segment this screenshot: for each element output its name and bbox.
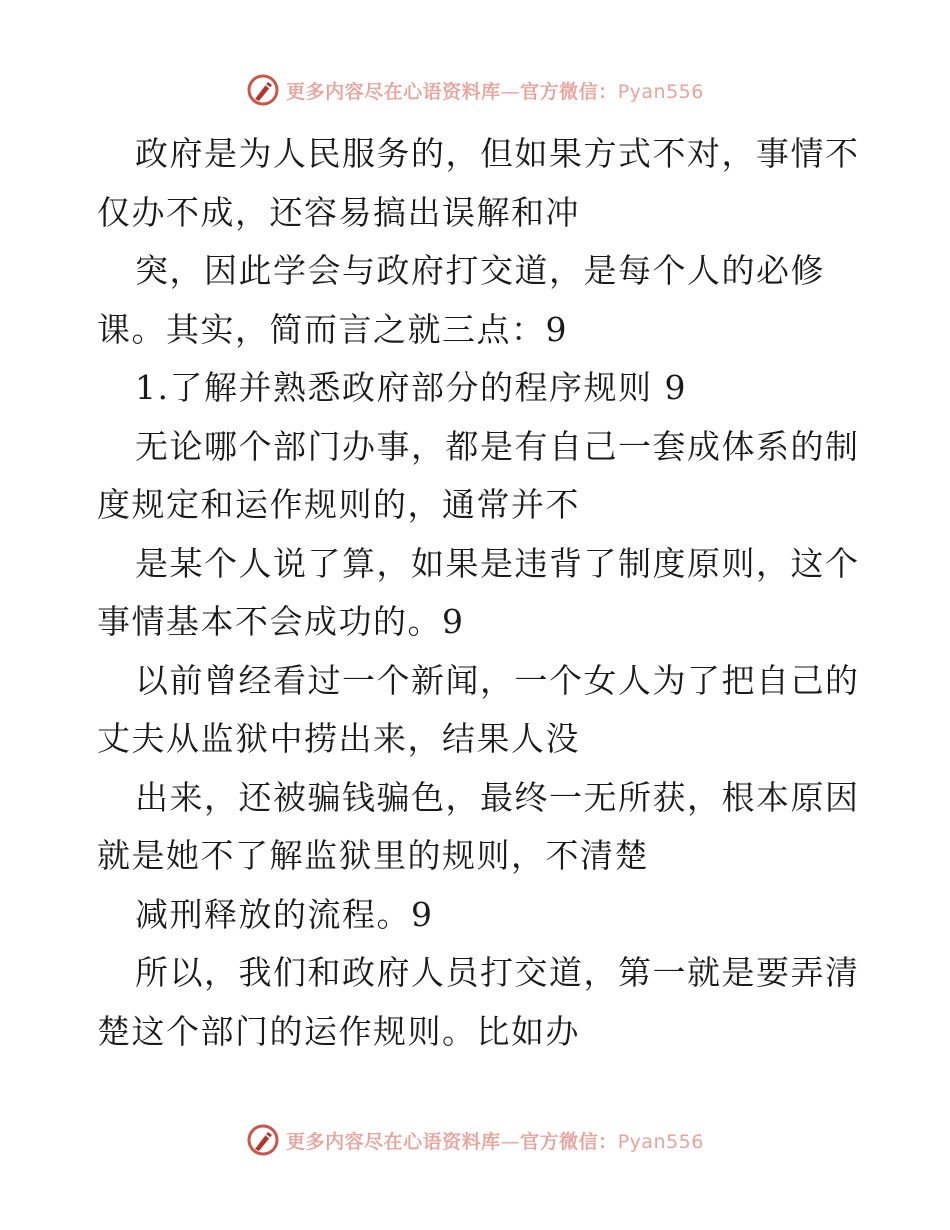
text-line: 课。其实，简而言之就三点：9	[97, 309, 568, 349]
text-line: 丈夫从监狱中捞出来，结果人没	[97, 719, 580, 758]
watermark-separator: —	[500, 1130, 521, 1153]
quill-pen-circle-icon	[246, 73, 280, 107]
watermark-handle: Pyan556	[617, 80, 704, 103]
watermark-title: 更多内容尽在心语资料库	[286, 80, 501, 103]
document-body	[97, 125, 860, 1061]
watermark-handle: Pyan556	[617, 1130, 704, 1153]
text-line: 减刑释放的流程。9	[135, 894, 434, 934]
text-line: 出来，还被骗钱骗色，最终一无所获，根本原因	[135, 777, 860, 817]
text-line: 度规定和运作规则的，通常并不	[97, 485, 580, 524]
text-line: 楚这个部门的运作规则。比如办	[97, 1011, 580, 1051]
text-line: 事情基本不会成功的。9	[97, 602, 465, 641]
text-line: 以前曾经看过一个新闻，一个女人为了把自己的	[135, 660, 860, 700]
watermark-text	[286, 77, 704, 104]
text-line: 所以，我们和政府人员打交道，第一就是要弄清	[135, 953, 860, 992]
watermark-text	[286, 1127, 704, 1154]
footer-watermark	[0, 1120, 950, 1160]
header-watermark	[0, 70, 950, 110]
section-heading: 1.了解并熟悉政府部分的程序规则 9	[135, 368, 687, 407]
watermark-suffix: 官方微信：	[520, 1130, 618, 1153]
text-line: 仅办不成，还容易搞出误解和冲	[97, 192, 580, 232]
watermark-separator: —	[500, 80, 521, 103]
text-line: 是某个人说了算，如果是违背了制度原则，这个	[135, 543, 860, 583]
watermark-suffix: 官方微信：	[520, 80, 618, 103]
text-line: 突，因此学会与政府打交道，是每个人的必修	[135, 251, 825, 290]
text-line: 就是她不了解监狱里的规则，不清楚	[97, 836, 649, 875]
text-line: 政府是为人民服务的，但如果方式不对，事情不	[135, 134, 860, 173]
text-line: 无论哪个部门办事，都是有自己一套成体系的制	[135, 426, 860, 466]
quill-pen-circle-icon	[246, 1123, 280, 1157]
watermark-title: 更多内容尽在心语资料库	[286, 1130, 501, 1153]
